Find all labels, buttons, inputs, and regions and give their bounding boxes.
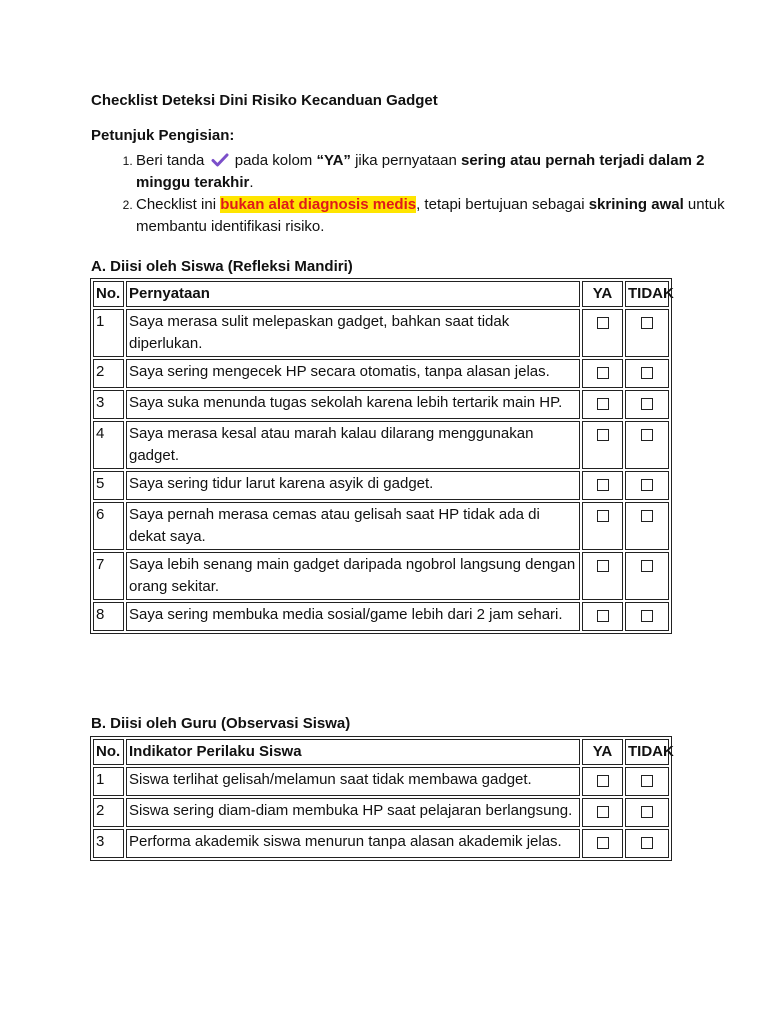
section-b-table — [90, 736, 672, 861]
section-a-title: A. Diisi oleh Siswa (Refleksi Mandiri) — [91, 258, 353, 275]
row-statement: Saya sering membuka media sosial/game lebih dari 2 jam sehari. — [126, 602, 580, 631]
row-statement: Saya suka menunda tugas sekolah karena lebih tertarik main HP. — [126, 390, 580, 419]
row-number: 1 — [93, 767, 124, 796]
instruction-2-text: Checklist ini — [136, 196, 221, 213]
cell-tidak — [625, 798, 669, 827]
instructions-list — [91, 150, 736, 238]
cell-tidak — [625, 602, 669, 631]
cell-ya — [582, 502, 623, 550]
section-b-title: B. Diisi oleh Guru (Observasi Siswa) — [91, 715, 351, 732]
header-tidak: TIDAK — [625, 281, 669, 307]
instruction-1-mid: pada kolom — [230, 152, 317, 169]
checkbox-tidak[interactable] — [641, 479, 653, 491]
checkbox-tidak[interactable] — [641, 510, 653, 522]
checkbox-ya[interactable] — [597, 837, 609, 849]
checkbox-tidak[interactable] — [641, 806, 653, 818]
row-number: 5 — [93, 471, 124, 500]
row-statement: Saya merasa kesal atau marah kalau dilarang menggunakan gadget. — [126, 421, 580, 469]
instruction-2-end: untuk membantu identifikasi risiko. — [136, 196, 725, 235]
header-ya: YA — [582, 281, 623, 307]
checkbox-ya[interactable] — [597, 317, 609, 329]
row-number: 6 — [93, 502, 124, 550]
cell-tidak — [625, 359, 669, 388]
checkmark-icon — [211, 153, 229, 167]
checkbox-ya[interactable] — [597, 610, 609, 622]
table-row — [93, 421, 669, 469]
instruction-1-bold: sering atau pernah terjadi dalam 2 minggu terakhir — [136, 152, 705, 191]
cell-tidak — [625, 502, 669, 550]
header-no: No. — [93, 281, 124, 307]
instruction-1-end: . — [249, 174, 254, 191]
row-number: 4 — [93, 421, 124, 469]
header-no: No. — [93, 739, 124, 765]
cell-ya — [582, 829, 623, 858]
cell-tidak — [625, 829, 669, 858]
header-ya: YA — [582, 739, 623, 765]
checkbox-tidak[interactable] — [641, 610, 653, 622]
instruction-1-quote: “YA” — [316, 152, 351, 169]
checkbox-ya[interactable] — [597, 775, 609, 787]
checkbox-tidak[interactable] — [641, 560, 653, 572]
table-row — [93, 359, 669, 388]
cell-ya — [582, 390, 623, 419]
row-statement: Performa akademik siswa menurun tanpa alasan akademik jelas. — [126, 829, 580, 858]
table-row — [93, 390, 669, 419]
checkbox-ya[interactable] — [597, 479, 609, 491]
instruction-2-bold: skrining awal — [588, 196, 684, 213]
cell-ya — [582, 552, 623, 600]
document-title: Checklist Deteksi Dini Risiko Kecanduan Gadget — [91, 92, 438, 109]
row-number: 3 — [93, 390, 124, 419]
cell-tidak — [625, 767, 669, 796]
checkbox-tidak[interactable] — [641, 837, 653, 849]
row-statement: Siswa terlihat gelisah/melamun saat tidak membawa gadget. — [126, 767, 580, 796]
row-statement: Saya merasa sulit melepaskan gadget, bahkan saat tidak diperlukan. — [126, 309, 580, 357]
cell-ya — [582, 309, 623, 357]
row-number: 2 — [93, 798, 124, 827]
row-statement: Saya sering mengecek HP secara otomatis, tanpa alasan jelas. — [126, 359, 580, 388]
header-statement: Pernyataan — [126, 281, 580, 307]
instruction-1-mid2: jika pernyataan — [350, 152, 461, 169]
checkbox-tidak[interactable] — [641, 317, 653, 329]
cell-tidak — [625, 471, 669, 500]
header-tidak: TIDAK — [625, 739, 669, 765]
checkbox-ya[interactable] — [597, 398, 609, 410]
row-number: 1 — [93, 309, 124, 357]
instructions-heading: Petunjuk Pengisian: — [91, 127, 235, 144]
row-statement: Saya lebih senang main gadget daripada ngobrol langsung dengan orang sekitar. — [126, 552, 580, 600]
cell-ya — [582, 421, 623, 469]
table-header-row — [93, 281, 669, 307]
row-number: 8 — [93, 602, 124, 631]
row-number: 3 — [93, 829, 124, 858]
section-a-table — [90, 278, 672, 634]
cell-ya — [582, 767, 623, 796]
checkbox-tidak[interactable] — [641, 775, 653, 787]
instruction-item-1 — [136, 150, 736, 194]
checkbox-tidak[interactable] — [641, 398, 653, 410]
row-statement: Siswa sering diam-diam membuka HP saat pelajaran berlangsung. — [126, 798, 580, 827]
cell-tidak — [625, 421, 669, 469]
checkbox-ya[interactable] — [597, 560, 609, 572]
instruction-1-text: Beri tanda — [136, 152, 205, 169]
table-row — [93, 767, 669, 796]
cell-tidak — [625, 552, 669, 600]
cell-ya — [582, 471, 623, 500]
checkbox-ya[interactable] — [597, 806, 609, 818]
row-statement: Saya sering tidur larut karena asyik di gadget. — [126, 471, 580, 500]
table-row — [93, 552, 669, 600]
cell-tidak — [625, 309, 669, 357]
cell-ya — [582, 602, 623, 631]
header-indicator: Indikator Perilaku Siswa — [126, 739, 580, 765]
row-number: 7 — [93, 552, 124, 600]
table-row — [93, 309, 669, 357]
table-row — [93, 602, 669, 631]
checkbox-tidak[interactable] — [641, 429, 653, 441]
checkbox-ya[interactable] — [597, 367, 609, 379]
checkbox-ya[interactable] — [597, 429, 609, 441]
table-row — [93, 829, 669, 858]
cell-ya — [582, 798, 623, 827]
row-number: 2 — [93, 359, 124, 388]
checkbox-tidak[interactable] — [641, 367, 653, 379]
table-header-row — [93, 739, 669, 765]
row-statement: Saya pernah merasa cemas atau gelisah saat HP tidak ada di dekat saya. — [126, 502, 580, 550]
table-row — [93, 798, 669, 827]
cell-ya — [582, 359, 623, 388]
instruction-2-mid: , tetapi bertujuan sebagai — [416, 196, 589, 213]
cell-tidak — [625, 390, 669, 419]
instruction-item-2 — [136, 194, 736, 238]
table-row — [93, 502, 669, 550]
checkbox-ya[interactable] — [597, 510, 609, 522]
table-row — [93, 471, 669, 500]
instruction-2-highlight: bukan alat diagnosis medis — [220, 196, 417, 213]
